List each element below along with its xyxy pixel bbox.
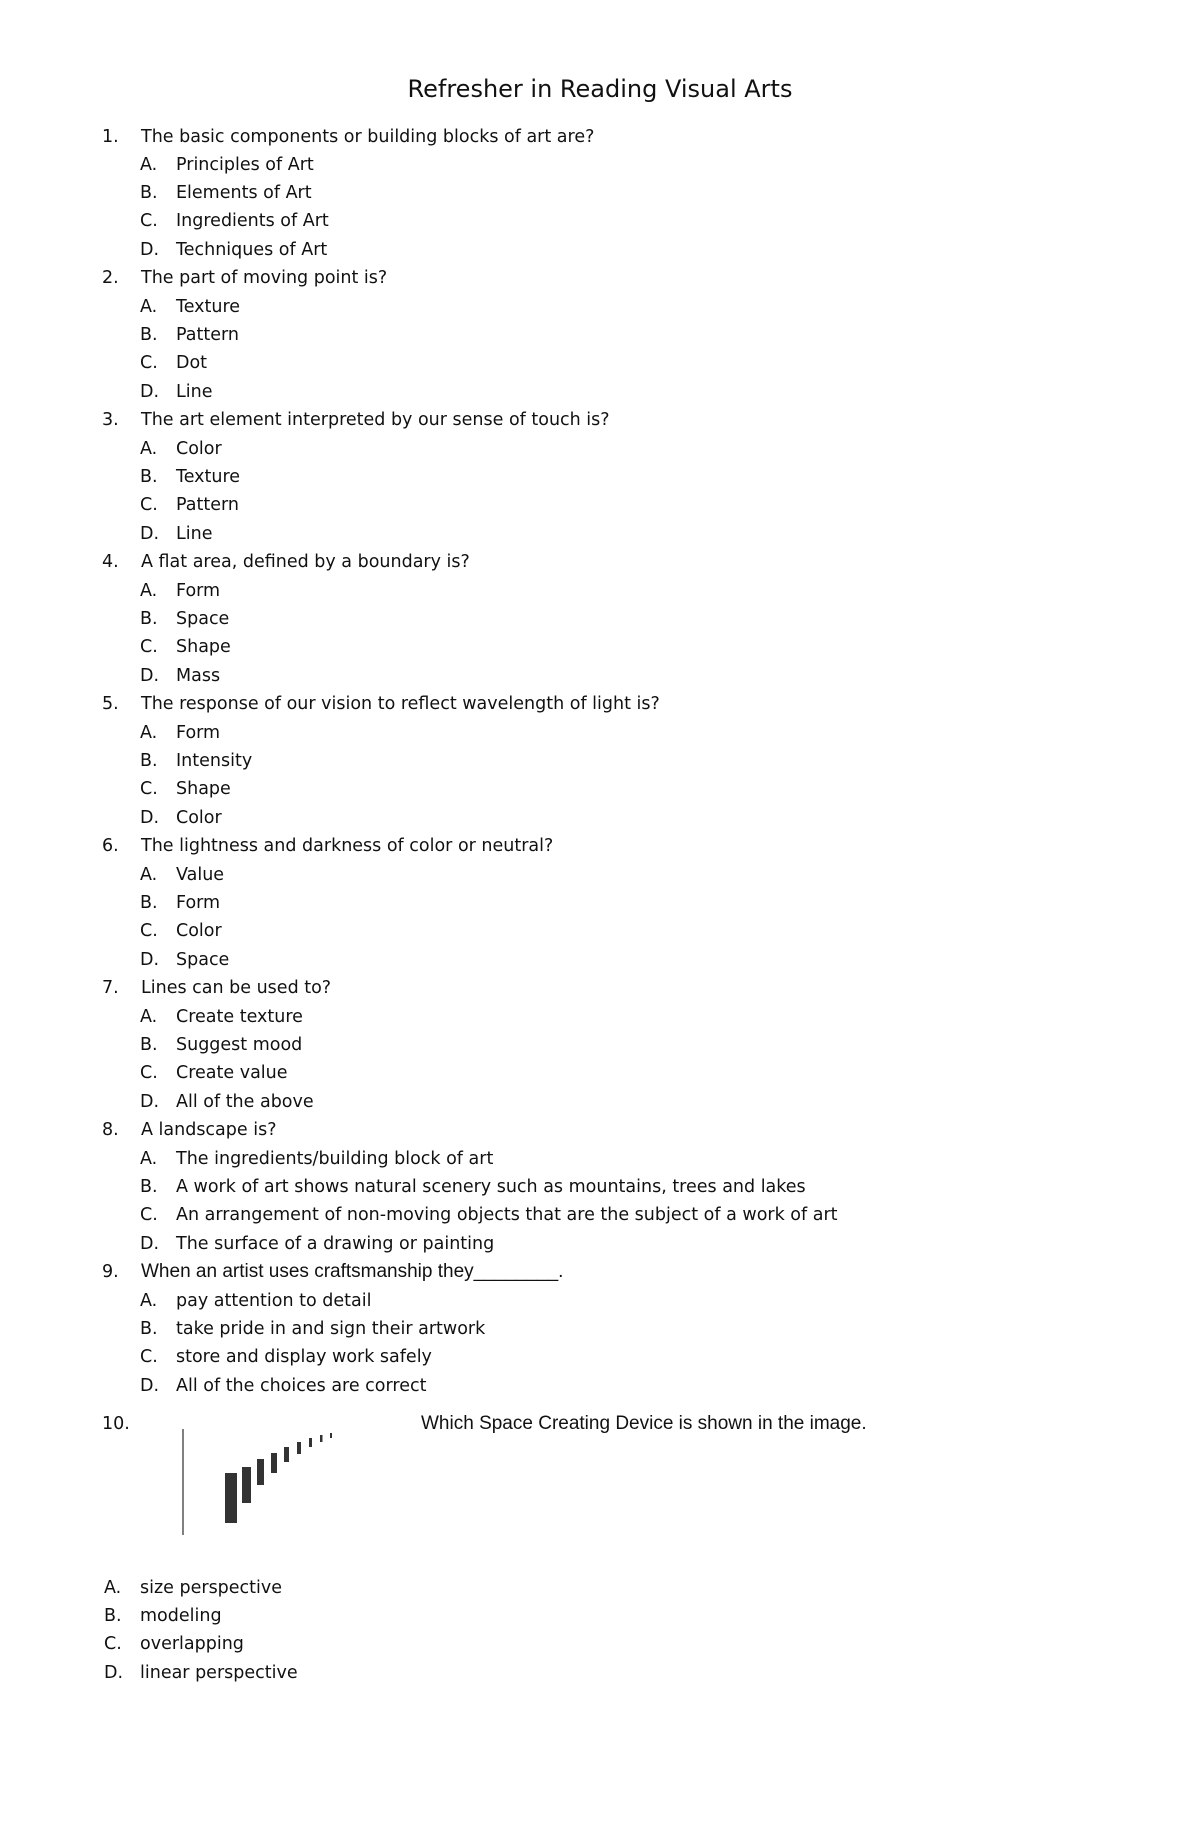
option	[140, 1088, 314, 1116]
question-number: 6.	[102, 836, 119, 856]
option	[140, 775, 231, 803]
question-text: A landscape is?	[141, 1120, 277, 1140]
option	[140, 321, 239, 349]
figure-bar	[242, 1467, 251, 1503]
option-text: size perspective	[140, 1578, 283, 1598]
option-letter: C.	[140, 211, 158, 231]
question-number: 3.	[102, 410, 119, 430]
option-text: Mass	[176, 666, 221, 686]
option-letter: A.	[140, 1291, 158, 1311]
option	[140, 1372, 426, 1400]
option-letter: D.	[140, 950, 160, 970]
question-1	[102, 123, 594, 151]
option-letter: B.	[140, 609, 158, 629]
figure-bar	[271, 1453, 277, 1473]
option-text: Dot	[176, 353, 208, 373]
option-letter: B.	[140, 467, 158, 487]
option-letter: D.	[140, 1234, 160, 1254]
figure-bar	[257, 1459, 264, 1485]
option-text: modeling	[140, 1606, 222, 1626]
page-title: Refresher in Reading Visual Arts	[407, 75, 793, 103]
question-7	[102, 974, 331, 1002]
figure-bar	[309, 1438, 312, 1447]
option	[140, 491, 239, 519]
option	[140, 662, 220, 690]
option	[140, 889, 220, 917]
option-letter: A.	[140, 1007, 158, 1027]
option-letter: A.	[104, 1578, 122, 1598]
option-text: Shape	[176, 779, 231, 799]
option	[140, 179, 312, 207]
option-letter: D.	[140, 808, 160, 828]
option-text: The surface of a drawing or painting	[176, 1234, 495, 1254]
option-text: Suggest mood	[176, 1035, 303, 1055]
option-letter: B.	[140, 1177, 158, 1197]
option-text: Elements of Art	[176, 183, 312, 203]
option-letter: A.	[140, 297, 158, 317]
option	[140, 378, 212, 406]
question-number: 9.	[102, 1262, 119, 1282]
option-text: Pattern	[176, 325, 239, 345]
option-letter: C.	[140, 637, 158, 657]
option	[140, 293, 240, 321]
option-letter: C.	[140, 1205, 158, 1225]
option	[140, 1230, 494, 1258]
option-letter: C.	[140, 921, 158, 941]
option-text: Create value	[176, 1063, 288, 1083]
option	[140, 463, 240, 491]
question-text: When an artist uses craftsmanship they________.	[141, 1261, 564, 1282]
option	[140, 917, 222, 945]
option-text: Form	[176, 893, 221, 913]
option-letter: D.	[140, 666, 160, 686]
option-letter: C.	[140, 495, 158, 515]
option	[140, 349, 207, 377]
option-letter: D.	[140, 524, 160, 544]
question-number: 4.	[102, 552, 119, 572]
option-text: Value	[176, 865, 225, 885]
option-text: Ingredients of Art	[176, 211, 329, 231]
option-letter: B.	[140, 893, 158, 913]
question-3	[102, 406, 610, 434]
question-number: 8.	[102, 1120, 119, 1140]
option	[140, 946, 229, 974]
option-letter: A.	[140, 439, 158, 459]
option	[140, 1031, 302, 1059]
option-letter: B.	[104, 1606, 122, 1626]
option-text: Techniques of Art	[176, 240, 328, 260]
option-text: Form	[176, 723, 221, 743]
option-letter: C.	[104, 1634, 122, 1654]
option	[140, 236, 327, 264]
question-number: 2.	[102, 268, 119, 288]
option-letter: A.	[140, 155, 158, 175]
question-text: The response of our vision to reflect wavelength of light is?	[141, 694, 660, 714]
perspective-figure	[180, 1425, 350, 1535]
option-text: Texture	[176, 467, 241, 487]
question-5	[102, 690, 660, 718]
option-letter: B.	[140, 1035, 158, 1055]
option-text: Color	[176, 921, 222, 941]
question-text: Lines can be used to?	[141, 978, 332, 998]
question-text: The lightness and darkness of color or neutral?	[141, 836, 554, 856]
answer-option	[104, 1659, 298, 1687]
option-letter: A.	[140, 1149, 158, 1169]
option-text: All of the choices are correct	[176, 1376, 427, 1396]
option-text: Create texture	[176, 1007, 303, 1027]
option	[140, 435, 222, 463]
option	[140, 151, 314, 179]
question-text: The part of moving point is?	[141, 268, 388, 288]
option-text: Line	[176, 382, 213, 402]
option-letter: B.	[140, 1319, 158, 1339]
option-text: Pattern	[176, 495, 239, 515]
option-text: Space	[176, 950, 230, 970]
option	[140, 747, 252, 775]
option-letter: C.	[140, 779, 158, 799]
option-letter: D.	[104, 1663, 124, 1683]
option	[140, 1315, 485, 1343]
answer-option	[104, 1574, 282, 1602]
option-letter: C.	[140, 1347, 158, 1367]
answer-option	[104, 1602, 222, 1630]
option-letter: A.	[140, 865, 158, 885]
option	[140, 577, 220, 605]
option-letter: B.	[140, 751, 158, 771]
option-text: Shape	[176, 637, 231, 657]
option-text: linear perspective	[140, 1663, 298, 1683]
option-letter: A.	[140, 581, 158, 601]
option-letter: A.	[140, 723, 158, 743]
option	[140, 207, 329, 235]
option	[140, 1059, 288, 1087]
option-text: Form	[176, 581, 221, 601]
question-text: The art element interpreted by our sense of touch is?	[141, 410, 610, 430]
option-text: take pride in and sign their artwork	[176, 1319, 486, 1339]
question-text: Which Space Creating Device is shown in the image.	[421, 1413, 867, 1434]
option-letter: C.	[140, 353, 158, 373]
option	[140, 719, 220, 747]
option	[140, 1145, 493, 1173]
question-6	[102, 832, 553, 860]
option-letter: B.	[140, 325, 158, 345]
option	[140, 861, 224, 889]
answer-option	[104, 1630, 244, 1658]
option	[140, 633, 231, 661]
option-text: overlapping	[140, 1634, 244, 1654]
figure-bar	[225, 1473, 237, 1523]
figure-bar	[297, 1442, 301, 1454]
option	[140, 605, 229, 633]
option-letter: D.	[140, 1376, 160, 1396]
option-text: Texture	[176, 297, 241, 317]
option	[140, 804, 222, 832]
question-number: 7.	[102, 978, 119, 998]
question-text: The basic components or building blocks of art are?	[141, 127, 595, 147]
option-text: A work of art shows natural scenery such as mountains, trees and lakes	[176, 1177, 806, 1197]
figure-bar	[320, 1435, 323, 1442]
question-10	[102, 1410, 141, 1438]
option-text: Space	[176, 609, 230, 629]
option-text: An arrangement of non-moving objects that are the subject of a work of art	[176, 1205, 838, 1225]
option-letter: D.	[140, 382, 160, 402]
figure-bar	[330, 1433, 332, 1438]
option-text: store and display work safely	[176, 1347, 432, 1367]
option-letter: D.	[140, 240, 160, 260]
option-letter: C.	[140, 1063, 158, 1083]
option-letter: D.	[140, 1092, 160, 1112]
question-9	[102, 1258, 563, 1286]
question-number: 5.	[102, 694, 119, 714]
question-text: A flat area, defined by a boundary is?	[141, 552, 470, 572]
option-text: Line	[176, 524, 213, 544]
option-text: Intensity	[176, 751, 253, 771]
option-text: pay attention to detail	[176, 1291, 372, 1311]
option	[140, 520, 212, 548]
option	[140, 1173, 806, 1201]
option-text: Principles of Art	[176, 155, 314, 175]
question-number: 1.	[102, 127, 119, 147]
option-letter: B.	[140, 183, 158, 203]
option-text: All of the above	[176, 1092, 314, 1112]
question-2	[102, 264, 387, 292]
question-number: 10.	[102, 1414, 130, 1434]
option	[140, 1201, 838, 1229]
option	[140, 1003, 303, 1031]
option-text: The ingredients/building block of art	[176, 1149, 494, 1169]
option-text: Color	[176, 808, 222, 828]
question-8	[102, 1116, 277, 1144]
figure-bar	[284, 1447, 289, 1462]
option	[140, 1287, 371, 1315]
question-4	[102, 548, 470, 576]
option	[140, 1343, 432, 1371]
option-text: Color	[176, 439, 222, 459]
